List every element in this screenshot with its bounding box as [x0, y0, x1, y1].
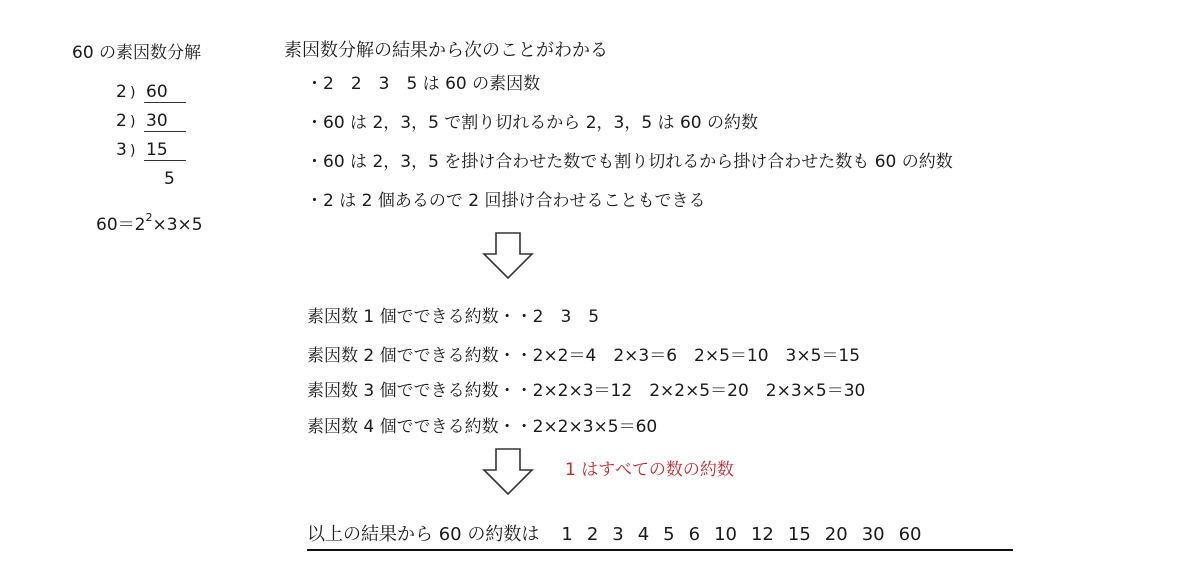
divisor-value: 15: [787, 524, 811, 545]
divisor-value: 20: [824, 524, 848, 545]
divisor-value: 2: [586, 524, 599, 545]
division-remainder: 5: [164, 169, 175, 189]
division-dividend: 15: [144, 140, 186, 161]
divisor-value: 60: [898, 524, 922, 545]
divisor-value: 12: [750, 524, 774, 545]
division-row: [116, 140, 186, 161]
division-divisor: 3: [116, 140, 127, 160]
divisor-line: 素因数 3 個でできる約数・・2×2×3＝12 2×2×5＝20 2×3×5＝30: [307, 381, 866, 401]
divisor-value: 4: [637, 524, 650, 545]
fact-bullet: ・2 は 2 個あるので 2 回掛け合わせることもできる: [306, 191, 706, 211]
divisor-value: 10: [714, 524, 737, 545]
divisor-value: 3: [612, 524, 624, 545]
fact-bullet: ・60 は 2，3，5 を掛け合わせた数でも割り切れるから掛け合わせた数も 60 の約数: [306, 152, 953, 172]
division-bracket: ): [130, 85, 136, 101]
facts-heading: 素因数分解の結果から次のことがわかる: [284, 40, 608, 61]
result-base: 60＝2: [96, 215, 146, 235]
factorization-title: 60 の素因数分解: [72, 43, 202, 63]
conclusion-line: [307, 520, 1013, 551]
divisor-value: 1: [561, 524, 573, 545]
divisor-value: 5: [663, 524, 675, 545]
divisor-line: 素因数 2 個でできる約数・・2×2＝4 2×3＝6 2×5＝10 3×5＝15: [307, 346, 861, 366]
factorization-result: [96, 210, 203, 235]
division-row: [116, 111, 186, 132]
divisor-line: 素因数 4 個でできる約数・・2×2×3×5＝60: [307, 417, 658, 437]
divisor-value: 30: [861, 524, 885, 545]
note-one-divisor: 1 はすべての数の約数: [565, 460, 734, 480]
conclusion-label: 以上の結果から 60 の約数は: [307, 524, 540, 545]
result-rest: ×3×5: [152, 215, 203, 235]
division-row: [116, 82, 186, 103]
fact-bullet: ・2 2 3 5 は 60 の素因数: [306, 74, 541, 94]
division-dividend: 30: [144, 111, 186, 132]
fact-bullet: ・60 は 2，3，5 で割り切れるから 2，3，5 は 60 の約数: [306, 113, 758, 133]
divisor-line: 素因数 1 個でできる約数・・2 3 5: [307, 307, 600, 327]
division-bracket: ): [130, 114, 136, 130]
division-dividend: 60: [144, 82, 186, 103]
down-arrow-icon: [482, 232, 534, 280]
division-divisor: 2: [116, 82, 127, 102]
down-arrow-icon: [482, 448, 534, 496]
division-bracket: ): [130, 143, 136, 159]
result-exponent: 2: [145, 211, 153, 225]
division-divisor: 2: [116, 111, 127, 131]
divisor-value: 6: [688, 524, 701, 545]
